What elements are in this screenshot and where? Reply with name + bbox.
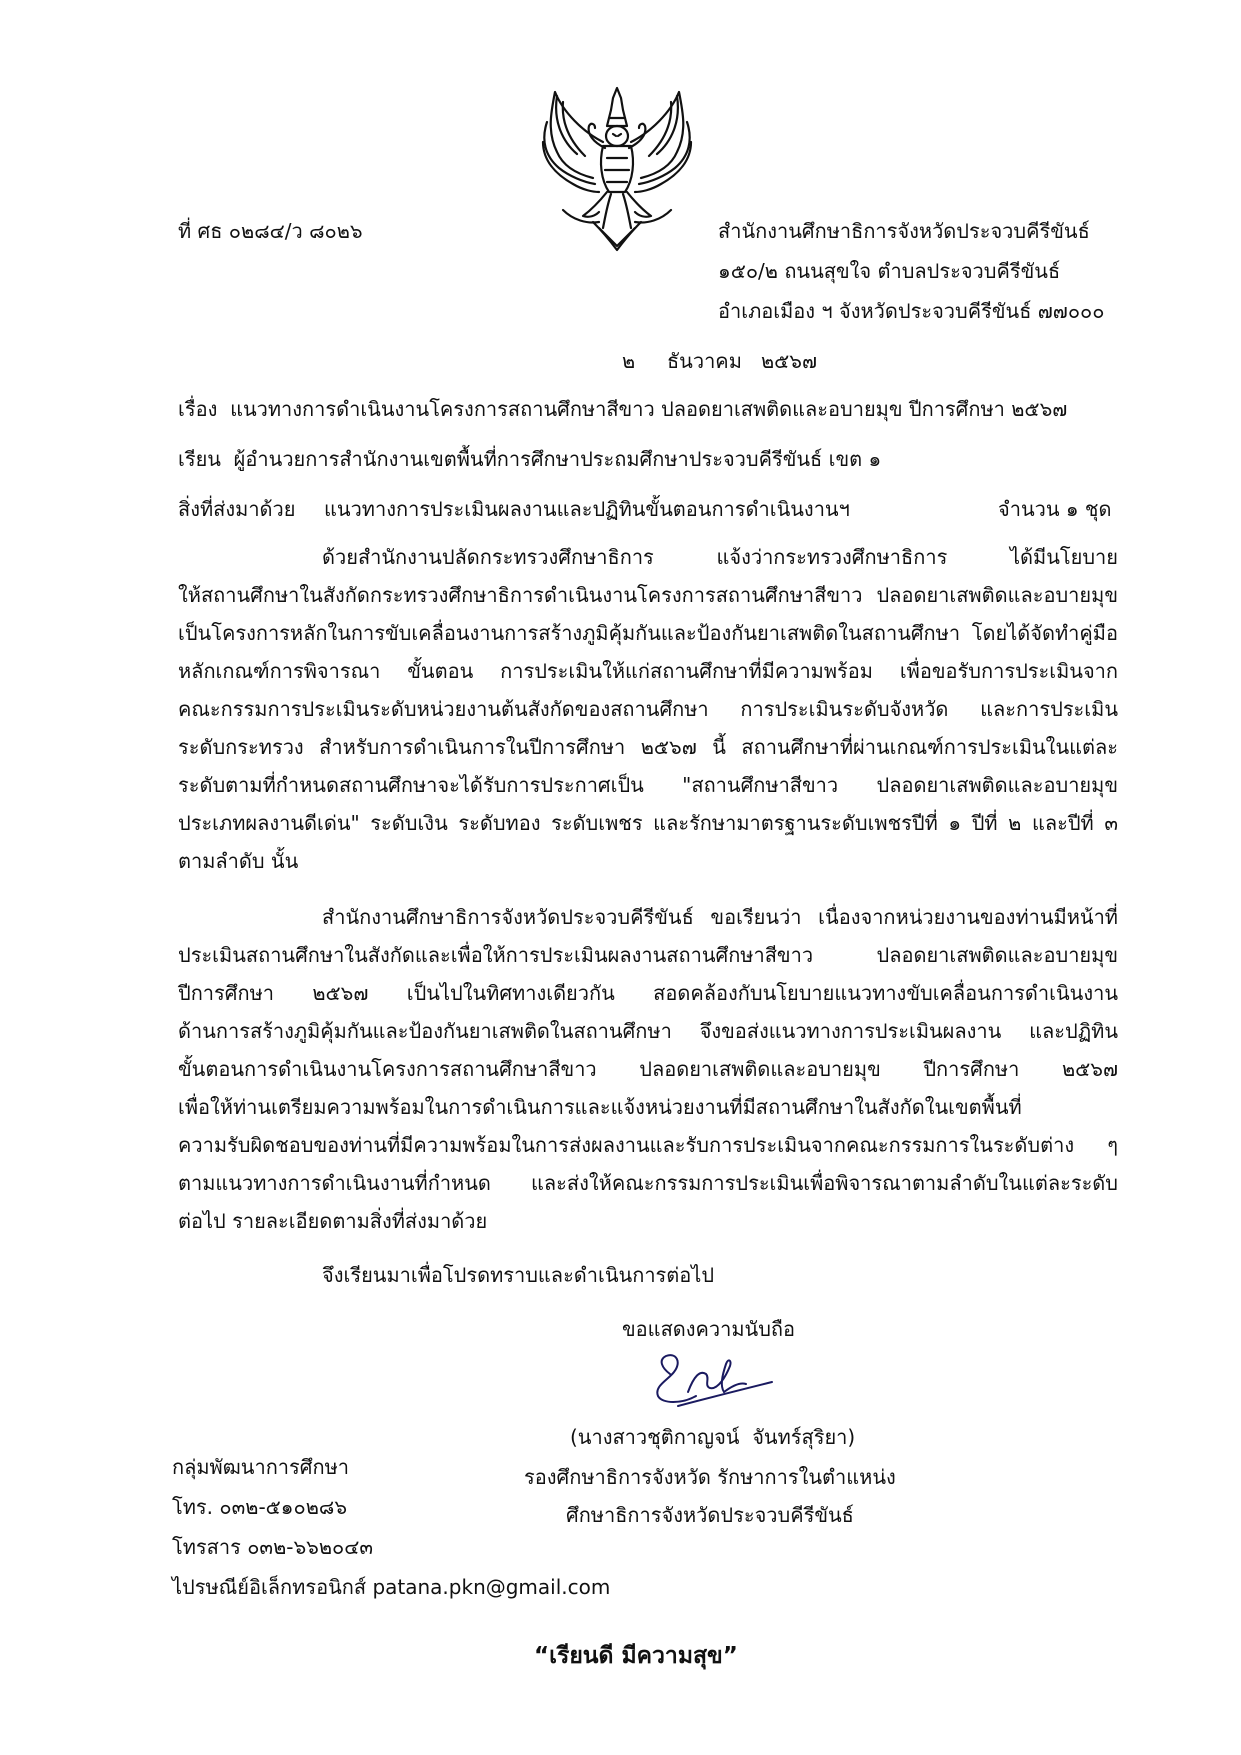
- contact-department: กลุ่มพัฒนาการศึกษา: [172, 1455, 350, 1479]
- paragraph-line: เพื่อให้ท่านเตรียมความพร้อมในการดำเนินการและแจ้งหน่วยงานที่มีสถานศึกษาในสังกัดในเขตพื้นที่: [178, 1095, 1022, 1119]
- paragraph-line: ด้วยสำนักงานปลัดกระทรวงศึกษาธิการ แจ้งว่ากระทรวงศึกษาธิการ ได้มีนโยบาย: [322, 545, 1118, 569]
- signoff: ขอแสดงความนับถือ: [622, 1317, 796, 1341]
- paragraph-line: สำนักงานศึกษาธิการจังหวัดประจวบคีรีขันธ์ ขอเรียนว่า เนื่องจากหน่วยงานของท่านมีหน้าที่: [322, 905, 1118, 929]
- enclosure-text: แนวทางการประเมินผลงานและปฏิทินขั้นตอนการดำเนินงานฯ: [324, 497, 850, 521]
- signature-icon: [648, 1346, 778, 1416]
- paragraph-line: ตามลำดับ นั้น: [178, 849, 299, 873]
- office-address-line-2: ๑๕๐/๒ ถนนสุขใจ ตำบลประจวบคีรีขันธ์: [718, 259, 1061, 283]
- paragraph-line: คณะกรรมการประเมินระดับหน่วยงานต้นสังกัดของสถานศึกษา การประเมินระดับจังหวัด และการประเมิน: [178, 697, 1118, 721]
- paragraph-line: ด้านการสร้างภูมิคุ้มกันและป้องกันยาเสพติดในสถานศึกษา จึงขอส่งแนวทางการประเมินผลงาน และปฏิทิน: [178, 1019, 1118, 1043]
- subject-line: เรื่อง แนวทางการดำเนินงานโครงการสถานศึกษาสีขาว ปลอดยาเสพติดและอบายมุข ปีการศึกษา ๒๕๖๗: [178, 397, 1068, 421]
- paragraph-line: ความรับผิดชอบของท่านที่มีความพร้อมในการส่งผลงานและรับการประเมินจากคณะกรรมการในระดับต่าง ๆ: [178, 1133, 1118, 1157]
- paragraph-line: ประเภทผลงานดีเด่น" ระดับเงิน ระดับทอง ระดับเพชร และรักษามาตรฐานระดับเพชรปีที่ ๑ ปีที่ ๒ และปีที่ ๓: [178, 811, 1118, 835]
- paragraph-line: ระดับตามที่กำหนดสถานศึกษาจะได้รับการประกาศเป็น "สถานศึกษาสีขาว ปลอดยาเสพติดและอบายมุข: [178, 773, 1118, 797]
- signer-position-2: ศึกษาธิการจังหวัดประจวบคีรีขันธ์: [566, 1503, 854, 1527]
- closing-request: จึงเรียนมาเพื่อโปรดทราบและดำเนินการต่อไป: [322, 1263, 715, 1287]
- reference-number: ที่ ศธ ๐๒๘๔/ว ๘๐๒๖: [178, 219, 363, 243]
- signer-name: (นางสาวชุติกาญจน์ จันทร์สุริยา): [570, 1425, 856, 1449]
- enclosure-quantity: จำนวน ๑ ชุด: [998, 497, 1112, 521]
- signer-position-1: รองศึกษาธิการจังหวัด รักษาการในตำแหน่ง: [524, 1465, 896, 1489]
- paragraph-line: ตามแนวทางการดำเนินงานที่กำหนด และส่งให้คณะกรรมการประเมินเพื่อพิจารณาตามลำดับในแต่ละระดับ: [178, 1171, 1118, 1195]
- letter-date: ๒ ธันวาคม ๒๕๖๗: [622, 349, 817, 373]
- contact-fax: โทรสาร ๐๓๒-๖๖๒๐๔๓: [172, 1535, 374, 1559]
- office-address-line-1: สำนักงานศึกษาธิการจังหวัดประจวบคีรีขันธ์: [718, 219, 1090, 243]
- paragraph-line: หลักเกณฑ์การพิจารณา ขั้นตอน การประเมินให้แก่สถานศึกษาที่มีความพร้อม เพื่อขอรับการประเมินจาก: [178, 659, 1118, 683]
- paragraph-line: ต่อไป รายละเอียดตามสิ่งที่ส่งมาด้วย: [178, 1209, 488, 1233]
- contact-phone: โทร. ๐๓๒-๕๑๐๒๘๖: [172, 1495, 348, 1519]
- paragraph-line: ให้สถานศึกษาในสังกัดกระทรวงศึกษาธิการดำเนินงานโครงการสถานศึกษาสีขาว ปลอดยาเสพติดและอบายมุข: [178, 583, 1118, 607]
- office-address-line-3: อำเภอเมือง ฯ จังหวัดประจวบคีรีขันธ์ ๗๗๐๐๐: [718, 299, 1105, 323]
- recipient-line: เรียน ผู้อำนวยการสำนักงานเขตพื้นที่การศึกษาประถมศึกษาประจวบคีรีขันธ์ เขต ๑: [178, 447, 882, 471]
- motto: “เรียนดี มีความสุข”: [534, 1643, 738, 1669]
- paragraph-line: ขั้นตอนการดำเนินงานโครงการสถานศึกษาสีขาว ปลอดยาเสพติดและอบายมุข ปีการศึกษา ๒๕๖๗: [178, 1057, 1118, 1081]
- contact-email: ไปรษณีย์อิเล็กทรอนิกส์ patana.pkn@gmail.com: [172, 1575, 611, 1599]
- paragraph-line: ระดับกระทรวง สำหรับการดำเนินการในปีการศึกษา ๒๕๖๗ นี้ สถานศึกษาที่ผ่านเกณฑ์การประเมินในแต่ละ: [178, 735, 1118, 759]
- garuda-emblem-icon: [533, 82, 701, 254]
- paragraph-line: ปีการศึกษา ๒๕๖๗ เป็นไปในทิศทางเดียวกัน สอดคล้องกับนโยบายแนวทางขับเคลื่อนการดำเนินงาน: [178, 981, 1118, 1005]
- paragraph-line: เป็นโครงการหลักในการขับเคลื่อนงานการสร้างภูมิคุ้มกันและป้องกันยาเสพติดในสถานศึกษา โดยได้จัดทำคู่มือ: [178, 621, 1118, 645]
- enclosure-label: สิ่งที่ส่งมาด้วย: [178, 497, 296, 521]
- paragraph-line: ประเมินสถานศึกษาในสังกัดและเพื่อให้การประเมินผลงานสถานศึกษาสีขาว ปลอดยาเสพติดและอบายมุข: [178, 943, 1118, 967]
